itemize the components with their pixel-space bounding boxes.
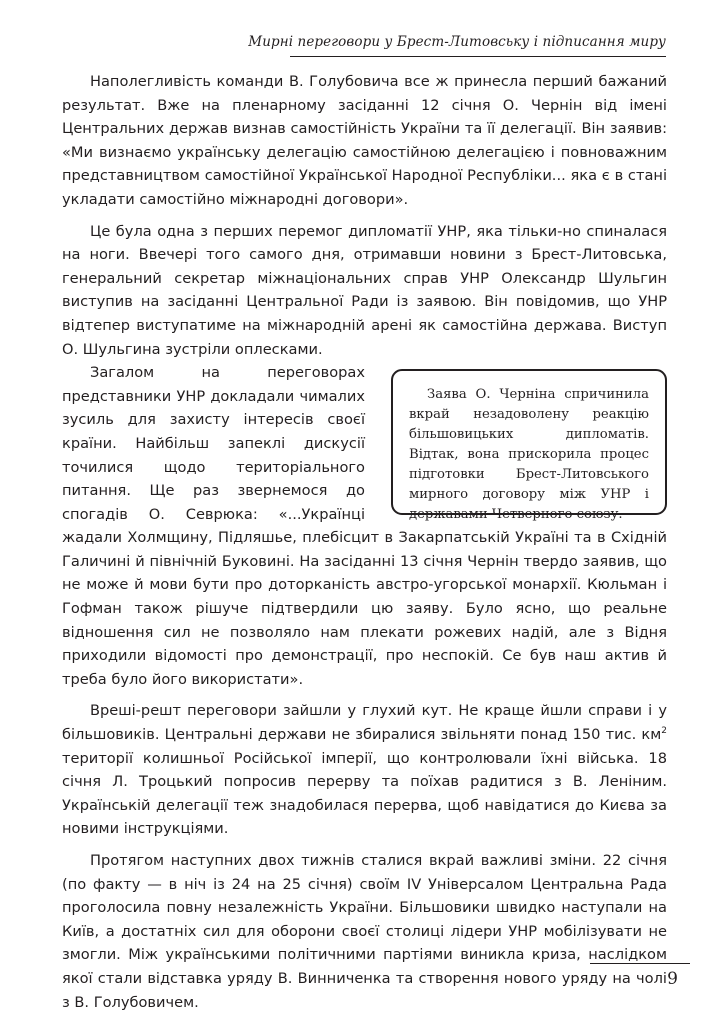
paragraph-4-start: Вреші-решт переговори зайшли у глухий кут. Не краще йшли справи і у більшовиків. Центральні держави не збиралися звільняти понад 150 тис. км [62,702,667,744]
page-header [0,0,728,60]
page-number: 9 [667,969,678,989]
paragraph-2: Це була одна з перших перемог дипломатії УНР, яка тільки-но спиналася на ноги. Ввечері того самого дня, отримавши новини з Брест-Литовська, генеральний секретар міжнаціональних справ УНР Олександр Шульгин виступив на засіданні Центральної Ради із заявою. Він повідомив, що УНР відтепер виступатиме на міжнародній арені як самостійна держава. Виступ О. Шульгина зустріли оплесками. [62,222,667,358]
sidebar-note-text: Заява О. Черніна спричинила вкрай незадоволену реакцію більшовицьких дипломатів. Відтак, вона прискорила процес підготовки Брест-Литовського мирного договору між УНР і державами Четверного союзу. [409,387,649,523]
paragraph-1: Наполегливість команди В. Голубовича все ж принесла перший бажаний результат. Вже на пленарному засіданні 12 січня О. Чернін від імені Центральних держав визнав самостійність України та її делегації. Він заявив: «Ми визнаємо українську делегацію самостійною делегацією і повноважним представництвом самостійної Української Народної Республіки... яка є в стані укладати самостійно міжнародні договори». [62,73,667,208]
running-title: Мирні переговори у Брест-Литовську і підписання миру [248,34,666,50]
page-footer [0,955,728,1000]
paragraph-4 [62,699,667,841]
paragraph-4-rest: території колишньої Російської імперії, що контролювали їхні війська. 18 січня Л. Троцький попросив перерву та поїхав радитися з В. Леніним. Українській делегації теж знадобилася перерва, щоб навідатися до Києва за новими інструкціями. [62,749,667,838]
body-text [62,70,667,1014]
header-rule [290,56,666,57]
sidebar-note-box [391,369,667,523]
paragraph-3: Загалом на переговорах представники УНР докладали чималих зусиль для захисту інтересів своєї країни. Найбільш запеклі дискусії точилися щодо територіального питання. Ще раз звернемося до спогадів О. Севрюка: «...Українці жадали Холмщину, Підляшье, плебісцит в Закарпатській Україні та в Східній Галичині й північній Буковині. На засіданні 13 січня Чернін твердо заявив, що не може й мови бути про доторканість австро-угорської монархії. Кюльман і Гофман також рішуче підтвердили цю заяву. Було ясно, що реальне відношення сил не позволяло нам плекати рожевих надій, але з Відня приходили відомості про демонстрації, про неспокій. Се був наш актив й треба було його використати». [62,364,667,688]
superscript-squared: 2 [661,726,667,737]
footer-rule [590,963,690,964]
paragraph-5: Протягом наступних двох тижнів сталися вкрай важливі зміни. 22 січня (по факту — в ніч із 24 на 25 січня) своїм IV Універсалом Центральна Рада проголосила повну незалежність України. Більшовики швидко наступали на Київ, а достатніх сил для оборони своєї столиці лідери УНР мобілізувати не змогли. Між українськими політичними партіями виникла криза, наслідком якої стали відставка уряду В. Винниченка та створення нового уряду на чолі з В. Голубовичем. [62,852,667,1011]
